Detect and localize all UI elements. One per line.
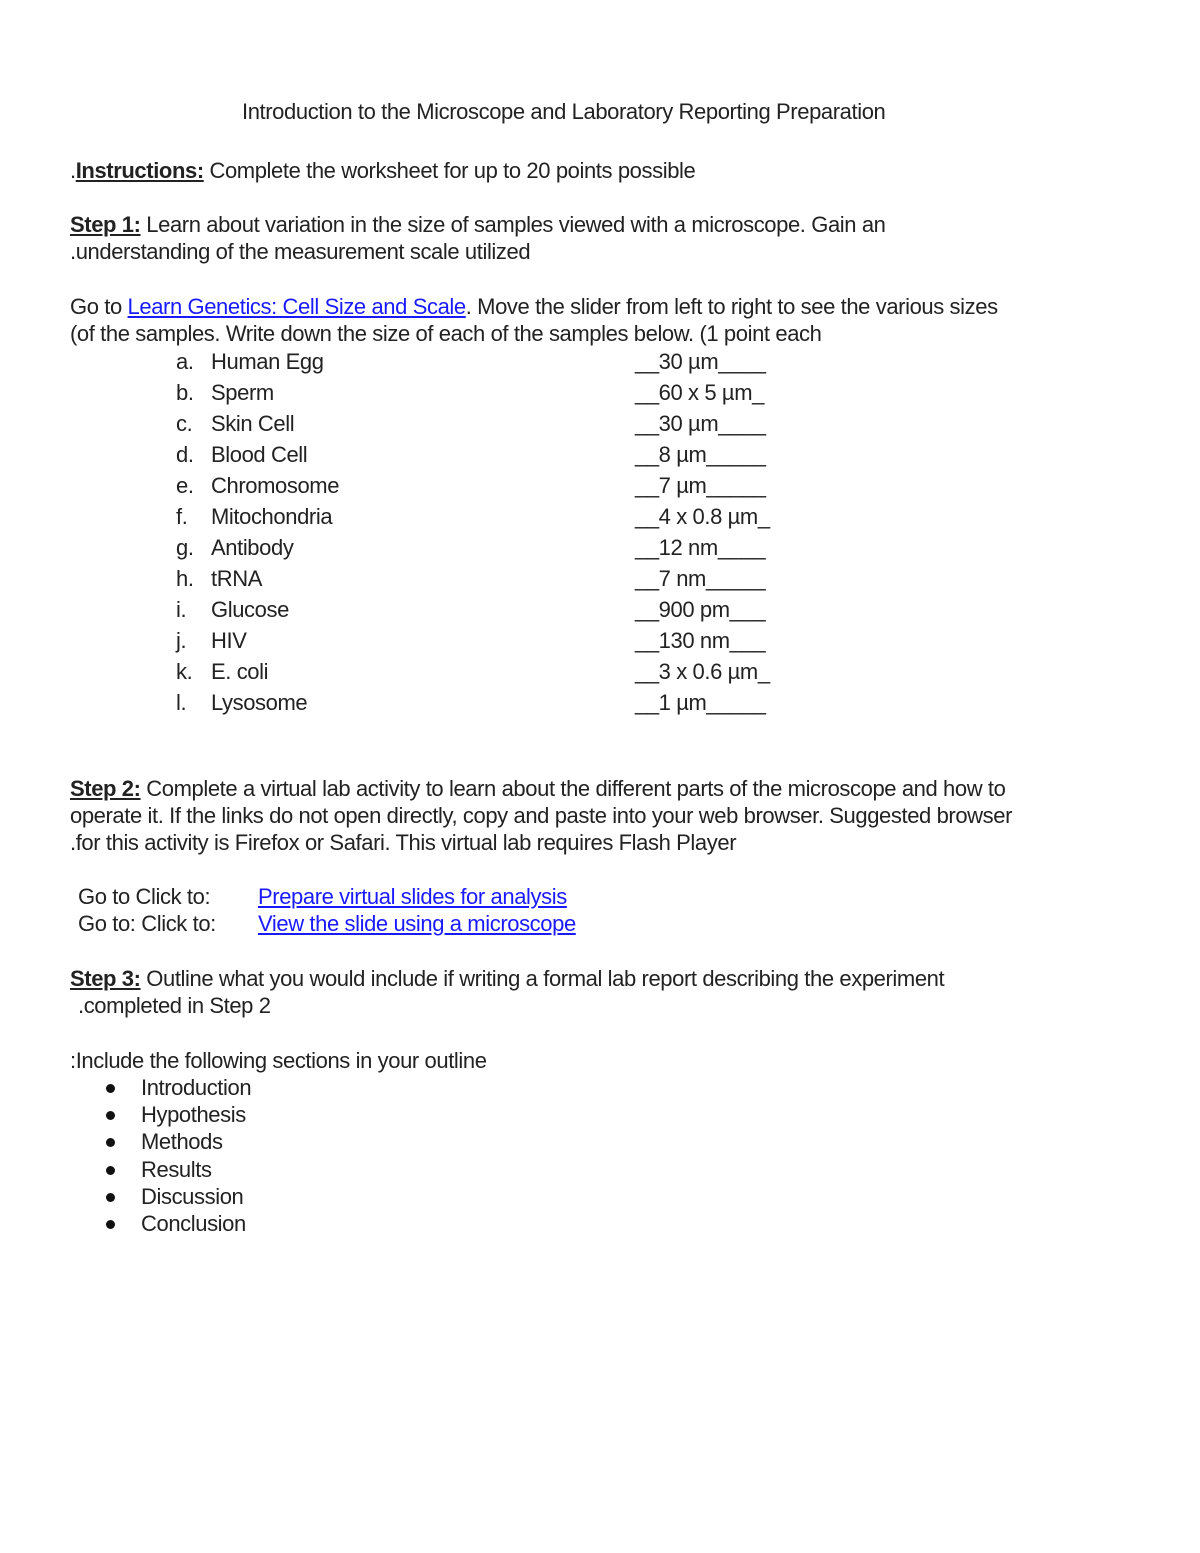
bullet-icon: [106, 1138, 115, 1147]
bullet-icon: [106, 1166, 115, 1175]
sample-letter: j.: [176, 628, 187, 653]
sample-name: Skin Cell: [211, 411, 295, 436]
sample-letter: g.: [176, 535, 194, 560]
section-item: Hypothesis: [141, 1102, 246, 1128]
step1-goto: [70, 294, 998, 320]
instructions-prefix: .: [70, 158, 76, 183]
step1-line4: (of the samples. Write down the size of each of the samples below. (1 point each: [70, 321, 822, 346]
section-item: Methods: [141, 1129, 223, 1155]
sample-name: Mitochondria: [211, 504, 333, 529]
step1-line1: [70, 212, 885, 238]
sample-letter: d.: [176, 442, 194, 467]
sample-name: E. coli: [211, 659, 269, 684]
sample-name: tRNA: [211, 566, 262, 591]
sample-name: Lysosome: [211, 690, 308, 715]
link-row-1-prefix: Go to Click to:: [78, 884, 211, 909]
instructions-text: Complete the worksheet for up to 20 points possible: [203, 158, 696, 183]
sample-answer: __30 µm____: [635, 411, 766, 436]
sample-answer: __12 nm____: [635, 535, 766, 560]
step1-text: Learn about variation in the size of samples viewed with a microscope. Gain an: [140, 212, 886, 237]
step2-text: Complete a virtual lab activity to learn about the different parts of the microscope and how to: [140, 776, 1006, 801]
section-item: Introduction: [141, 1075, 252, 1100]
step3-label: Step 3:: [70, 966, 141, 991]
sample-answer: __130 nm___: [635, 628, 766, 653]
sample-letter: h.: [176, 566, 194, 591]
section-item: Discussion: [141, 1183, 244, 1209]
sample-name: Blood Cell: [211, 442, 308, 467]
sample-letter: k.: [176, 659, 193, 684]
sample-letter: l.: [176, 690, 187, 715]
sample-letter: i.: [176, 597, 187, 622]
step2-line2: operate it. If the links do not open directly, copy and paste into your web browser. Suggested browser: [70, 803, 1013, 828]
sample-letter: b.: [176, 380, 194, 405]
page-title: Introduction to the Microscope and Laboratory Reporting Preparation: [242, 99, 886, 124]
sample-name: Chromosome: [211, 473, 340, 498]
bullet-icon: [106, 1220, 115, 1229]
step1-label: Step 1:: [70, 212, 141, 237]
sample-answer: __1 µm_____: [635, 690, 766, 715]
goto-prefix: Go to: [70, 294, 128, 319]
step3-line1: [70, 966, 944, 992]
sample-name: Sperm: [211, 380, 274, 405]
sample-name: HIV: [211, 628, 247, 653]
prepare-slides-link[interactable]: Prepare virtual slides for analysis: [258, 884, 567, 909]
goto-suffix: . Move the slider from left to right to see the various sizes: [465, 294, 998, 319]
sample-letter: f.: [176, 504, 188, 529]
sample-name: Antibody: [211, 535, 294, 560]
sample-answer: __8 µm_____: [635, 442, 766, 467]
instructions: [70, 158, 695, 184]
instructions-label: Instructions:: [75, 158, 204, 183]
sample-answer: __7 µm_____: [635, 473, 766, 498]
step2-line1: [70, 776, 1005, 802]
sample-letter: e.: [176, 473, 194, 498]
sample-name: Glucose: [211, 597, 289, 622]
include-text: :Include the following sections in your outline: [70, 1048, 487, 1073]
sample-answer: __3 x 0.6 µm_: [635, 659, 770, 684]
step2-line3: .for this activity is Firefox or Safari. This virtual lab requires Flash Player: [70, 830, 737, 855]
sample-answer: __900 pm___: [635, 597, 766, 622]
sample-answer: __30 µm____: [635, 349, 766, 374]
view-slide-link[interactable]: View the slide using a microscope: [258, 911, 576, 936]
bullet-icon: [106, 1111, 115, 1120]
sample-answer: __4 x 0.8 µm_: [635, 504, 770, 529]
cell-size-link[interactable]: Learn Genetics: Cell Size and Scale: [127, 294, 466, 319]
step2-label: Step 2:: [70, 776, 141, 801]
sample-letter: a.: [176, 349, 194, 374]
sample-answer: __7 nm_____: [635, 566, 766, 591]
step1-line2: .understanding of the measurement scale utilized: [70, 239, 531, 264]
bullet-icon: [106, 1193, 115, 1202]
link-row-2-prefix: Go to: Click to:: [78, 911, 216, 936]
step3-text: Outline what you would include if writing a formal lab report describing the experiment: [140, 966, 945, 991]
step3-line2: .completed in Step 2: [78, 993, 271, 1018]
sample-letter: c.: [176, 411, 193, 436]
section-item: Conclusion: [141, 1211, 246, 1236]
section-item: Results: [141, 1156, 212, 1182]
sample-answer: __60 x 5 µm_: [635, 380, 764, 405]
bullet-icon: [106, 1084, 115, 1093]
sample-name: Human Egg: [211, 349, 324, 374]
